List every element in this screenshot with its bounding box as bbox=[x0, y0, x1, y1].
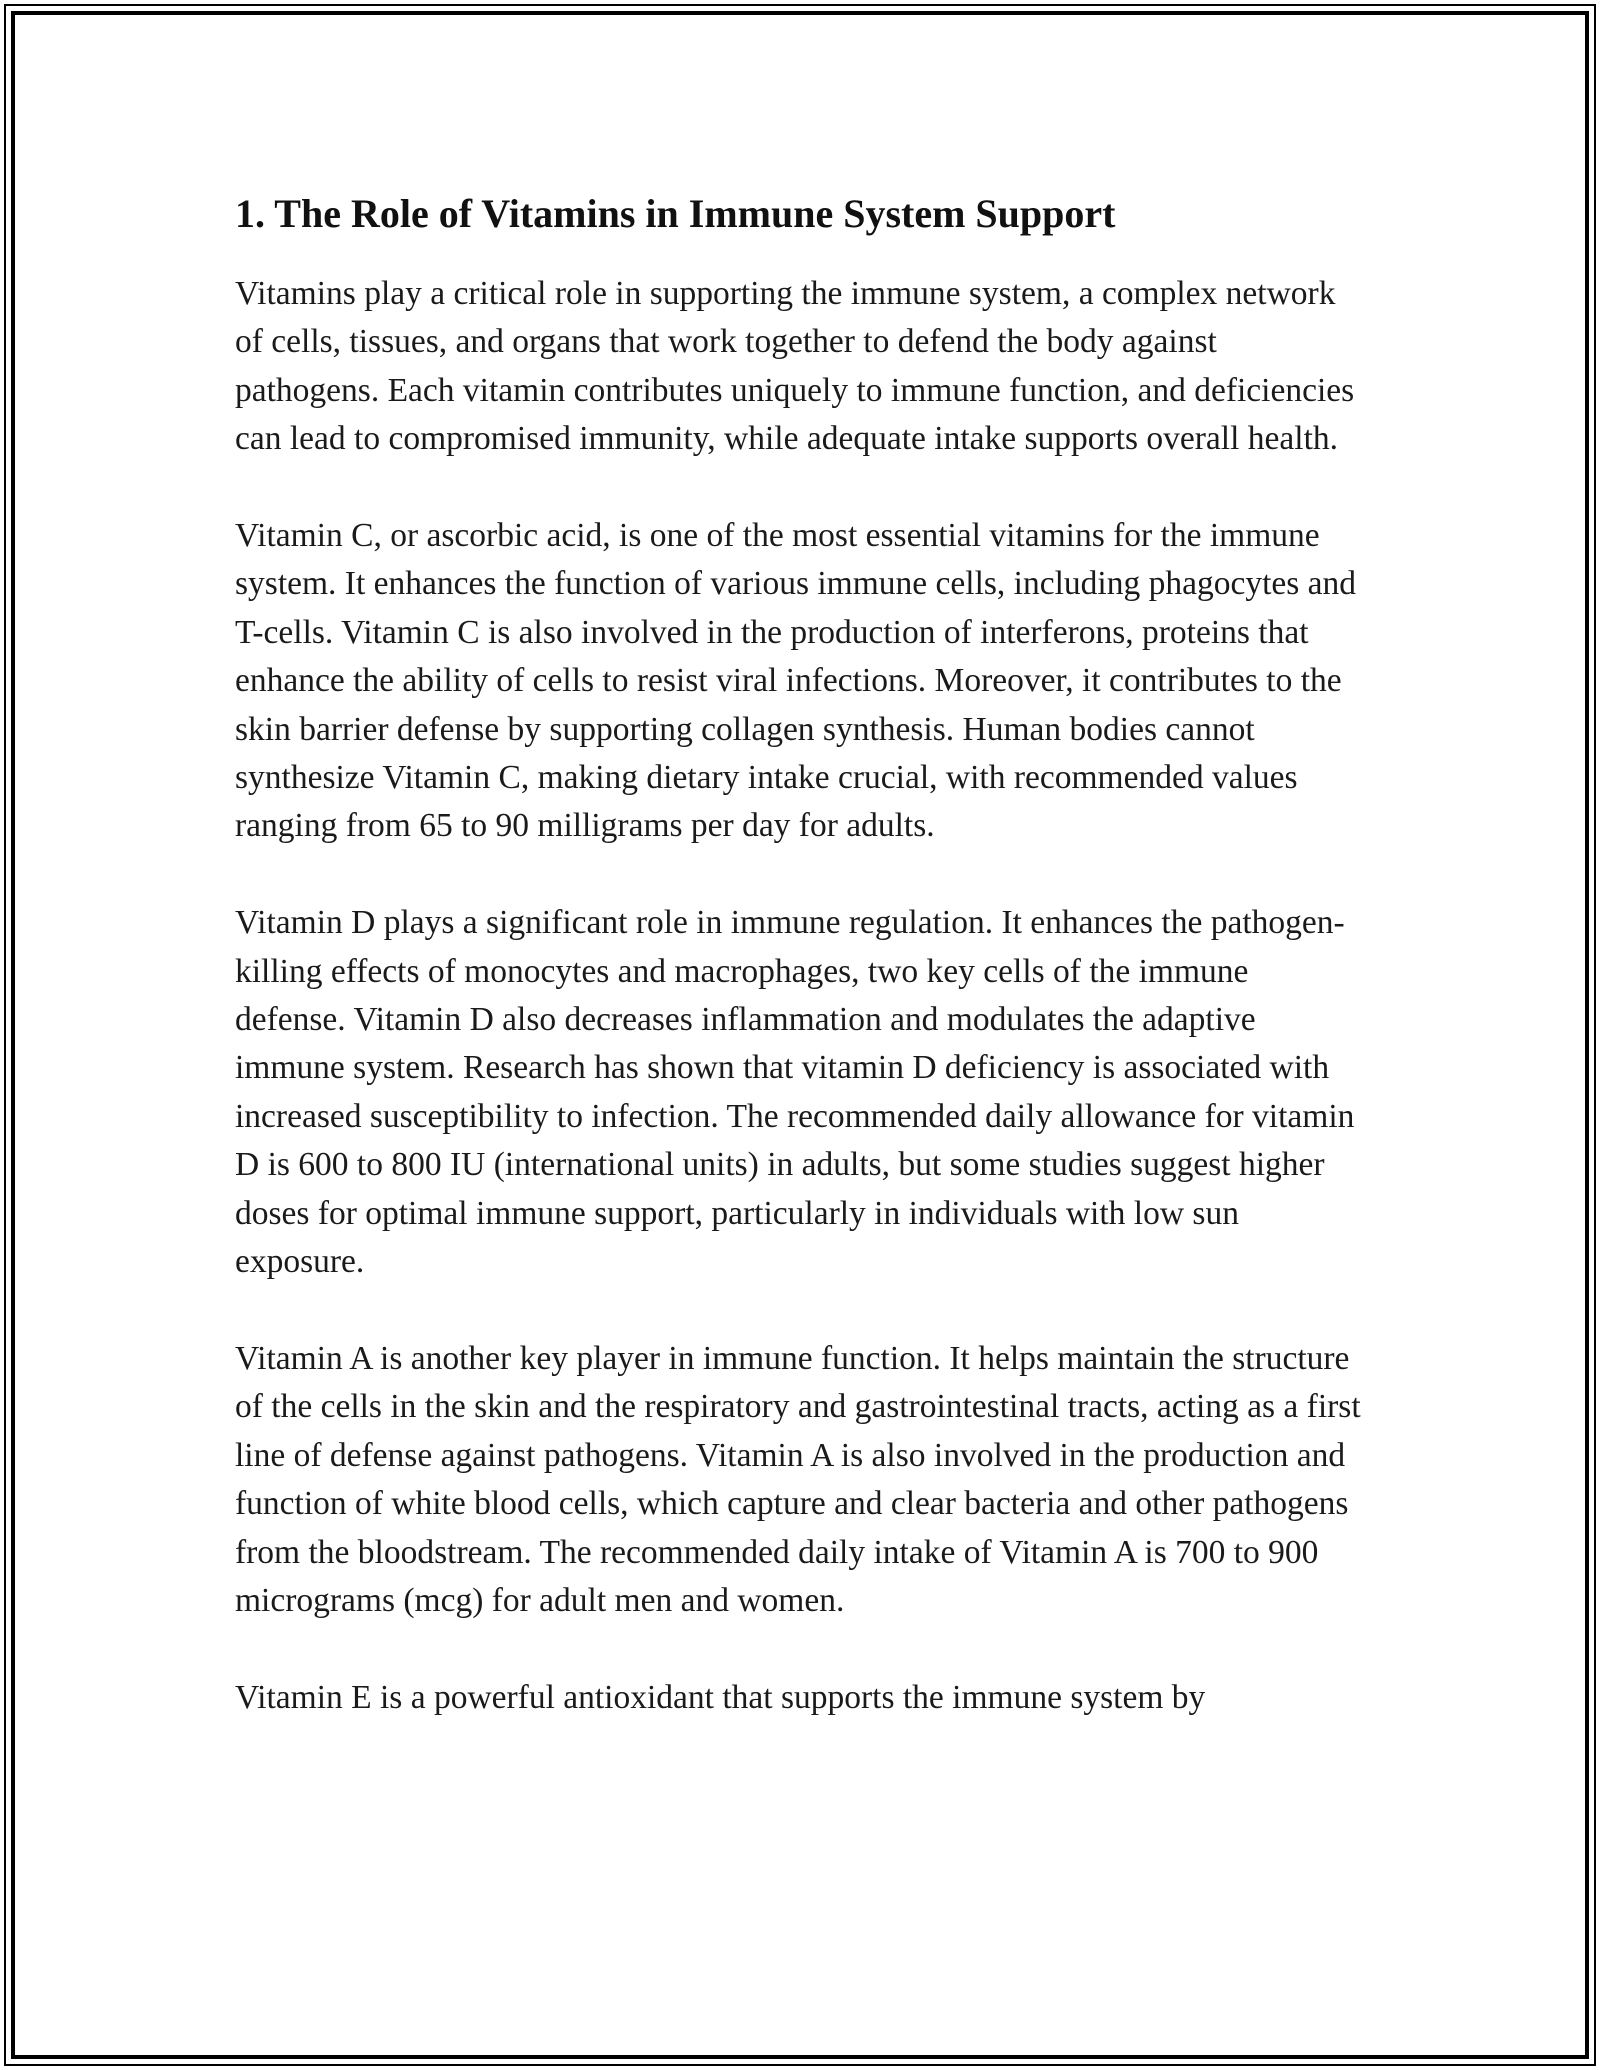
document-body bbox=[235, 176, 1365, 1771]
paragraph-vitamin-d: Vitamin D plays a significant role in immune regulation. It enhances the pathogen-killing effects of monocytes and macrophages, two key cells of the immune defense. Vitamin D also decreases inflammation and modulates the adaptive immune system. Research has shown that vitamin D deficiency is associated with increased susceptibility to infection. The recommended daily allowance for vitamin D is 600 to 800 IU (international units) in adults, but some studies suggest higher doses for optimal immune support, particularly in individuals with low sun exposure. bbox=[235, 904, 1355, 1281]
section-heading: 1. The Role of Vitamins in Immune System Support bbox=[235, 191, 1116, 236]
paragraph-intro: Vitamins play a critical role in supporting the immune system, a complex network of cells, tissues, and organs that work together to defend the body against pathogens. Each vitamin contributes uniquely to immune function, and deficiencies can lead to compromised immunity, while adequate intake supports overall health. bbox=[235, 275, 1355, 458]
paragraph-vitamin-c: Vitamin C, or ascorbic acid, is one of the most essential vitamins for the immune system. It enhances the function of various immune cells, including phagocytes and T-cells. Vitamin C is also involved in the production of interferons, proteins that enhance the ability of cells to resist viral infections. Moreover, it contributes to the skin barrier defense by supporting collagen synthesis. Human bodies cannot synthesize Vitamin C, making dietary intake crucial, with recommended values ranging from 65 to 90 milligrams per day for adults. bbox=[235, 517, 1357, 845]
paragraph-vitamin-a: Vitamin A is another key player in immune function. It helps maintain the structure of the cells in the skin and the respiratory and gastrointestinal tracts, acting as a first line of defense against pathogens. Vitamin A is also involved in the production and function of white blood cells, which capture and clear bacteria and other pathogens from the bloodstream. The recommended daily intake of Vitamin A is 700 to 900 micrograms (mcg) for adult men and women. bbox=[235, 1339, 1361, 1619]
paragraph-vitamin-e: Vitamin E is a powerful antioxidant that supports the immune system by bbox=[235, 1678, 1206, 1716]
